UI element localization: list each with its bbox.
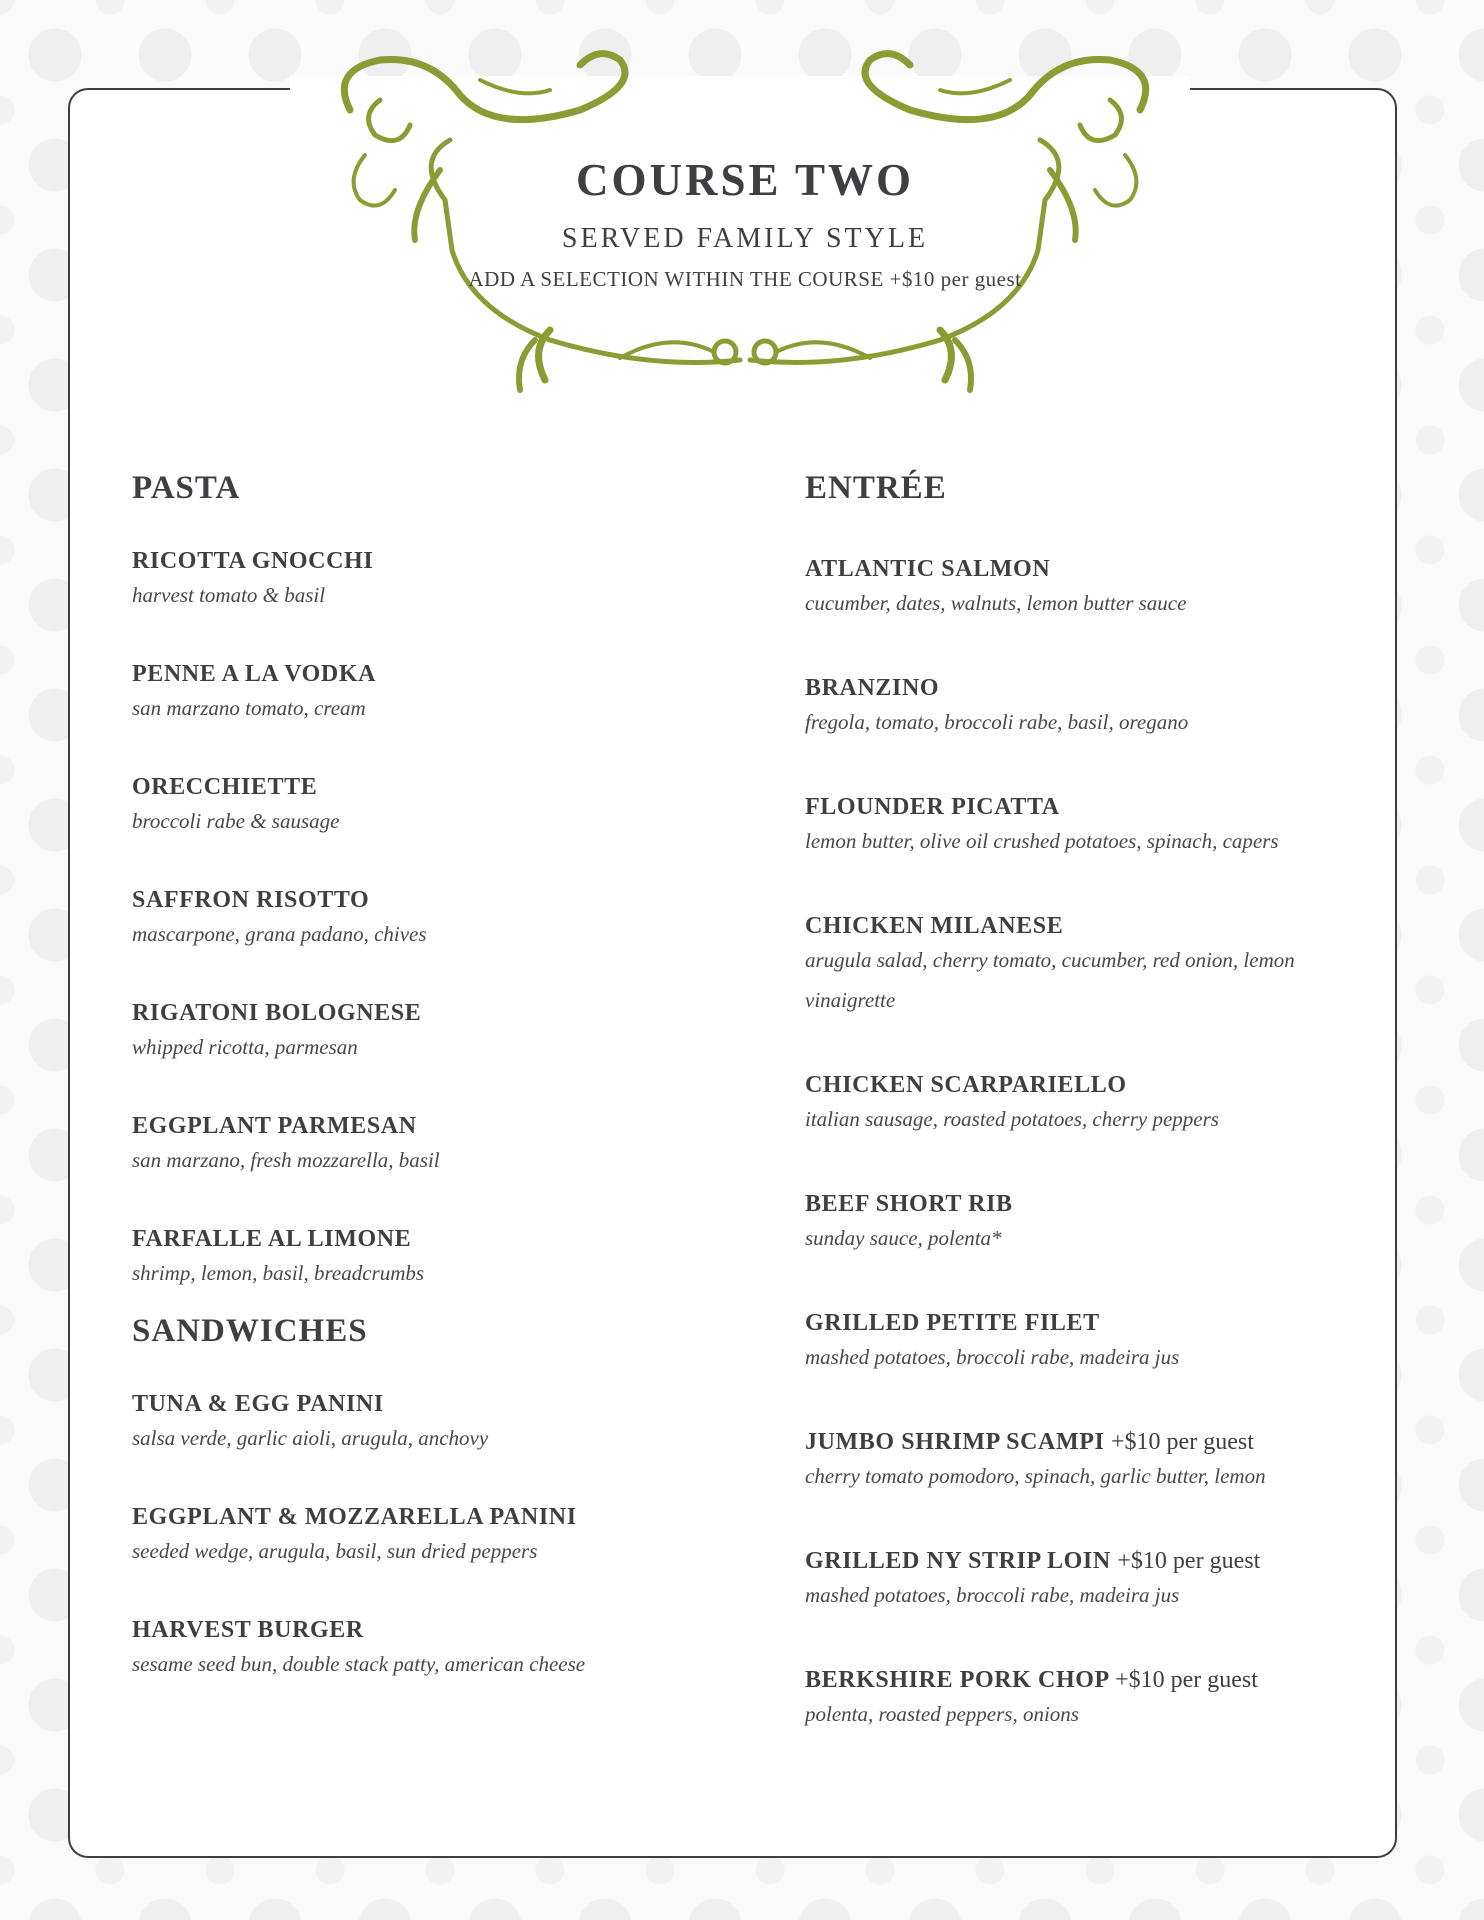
- item-description: cucumber, dates, walnuts, lemon butter sauce: [805, 591, 1187, 615]
- menu-item: [132, 1618, 752, 1684]
- upcharge-label: +$10 per guest: [1115, 1667, 1258, 1693]
- entree-list: [805, 557, 1365, 1734]
- sandwiches-list: [132, 1392, 752, 1684]
- item-description: harvest tomato & basil: [132, 583, 326, 607]
- item-description: polenta, roasted peppers, onions: [805, 1702, 1079, 1726]
- item-name-text: BERKSHIRE PORK CHOP: [805, 1667, 1109, 1693]
- section-title-sandwiches: SANDWICHES: [132, 1313, 368, 1349]
- section-title-entree: ENTRÉE: [805, 470, 947, 506]
- item-description: shrimp, lemon, basil, breadcrumbs: [132, 1261, 425, 1285]
- item-name: RIGATONI BOLOGNESE: [132, 1000, 422, 1026]
- item-name: TUNA & EGG PANINI: [132, 1391, 384, 1417]
- item-name: [805, 1430, 1365, 1454]
- item-name: FLOUNDER PICATTA: [805, 794, 1060, 820]
- item-description: broccoli rabe & sausage: [132, 809, 340, 833]
- course-subtitle: SERVED FAMILY STYLE: [561, 223, 929, 254]
- item-name: CHICKEN SCARPARIELLO: [805, 1072, 1127, 1098]
- menu-item: [132, 1227, 752, 1293]
- menu-item: [805, 1430, 1365, 1496]
- item-description: italian sausage, roasted potatoes, cherry peppers: [805, 1107, 1219, 1131]
- item-name: EGGPLANT & MOZZARELLA PANINI: [132, 1504, 577, 1530]
- item-description: arugula salad, cherry tomato, cucumber, red onion, lemon vinaigrette: [805, 948, 1295, 1012]
- menu-item: [805, 676, 1365, 742]
- right-column: [805, 472, 1365, 1787]
- item-name: FARFALLE AL LIMONE: [132, 1226, 412, 1252]
- course-note: ADD A SELECTION WITHIN THE COURSE +$10 per guest: [468, 267, 1022, 291]
- menu-item: [805, 1073, 1365, 1139]
- item-name-text: GRILLED NY STRIP LOIN: [805, 1548, 1111, 1574]
- item-description: mashed potatoes, broccoli rabe, madeira jus: [805, 1345, 1180, 1369]
- item-description: mascarpone, grana padano, chives: [132, 922, 427, 946]
- item-description: cherry tomato pomodoro, spinach, garlic butter, lemon: [805, 1464, 1266, 1488]
- item-description: lemon butter, olive oil crushed potatoes, spinach, capers: [805, 829, 1279, 853]
- item-description: fregola, tomato, broccoli rabe, basil, oregano: [805, 710, 1189, 734]
- item-name: RICOTTA GNOCCHI: [132, 548, 374, 574]
- menu-item: [132, 549, 752, 615]
- item-description: san marzano tomato, cream: [132, 696, 366, 720]
- item-description: salsa verde, garlic aioli, arugula, anchovy: [132, 1426, 489, 1450]
- section-title-pasta: PASTA: [132, 470, 241, 506]
- item-name: PENNE A LA VODKA: [132, 661, 377, 687]
- menu-item: [805, 1192, 1365, 1258]
- item-name: [805, 1549, 1365, 1573]
- item-name: BRANZINO: [805, 675, 940, 701]
- item-description: whipped ricotta, parmesan: [132, 1035, 358, 1059]
- left-column: [132, 472, 752, 1731]
- menu-item: [805, 1311, 1365, 1377]
- item-name: CHICKEN MILANESE: [805, 913, 1064, 939]
- menu-item: [132, 662, 752, 728]
- menu-item: [132, 888, 752, 954]
- item-name: SAFFRON RISOTTO: [132, 887, 370, 913]
- menu-item: [805, 1668, 1365, 1734]
- pasta-list: [132, 549, 752, 1293]
- menu-item: [132, 1392, 752, 1458]
- menu-item: [132, 1505, 752, 1571]
- upcharge-label: +$10 per guest: [1111, 1429, 1254, 1455]
- course-title: COURSE TWO: [576, 155, 914, 205]
- upcharge-label: +$10 per guest: [1117, 1548, 1261, 1574]
- item-name-text: JUMBO SHRIMP SCAMPI: [805, 1429, 1105, 1455]
- item-name: ORECCHIETTE: [132, 774, 318, 800]
- item-name: ATLANTIC SALMON: [805, 556, 1051, 582]
- item-name: GRILLED PETITE FILET: [805, 1310, 1100, 1336]
- course-header: [320, 150, 1170, 290]
- menu-item: [132, 1114, 752, 1180]
- menu-item: [805, 914, 1365, 1020]
- item-description: sesame seed bun, double stack patty, american cheese: [132, 1652, 586, 1676]
- item-name: EGGPLANT PARMESAN: [132, 1113, 417, 1139]
- item-description: sunday sauce, polenta*: [805, 1226, 1002, 1250]
- menu-item: [805, 1549, 1365, 1615]
- item-name: [805, 1668, 1365, 1692]
- menu-item: [132, 1001, 752, 1067]
- item-name: HARVEST BURGER: [132, 1617, 364, 1643]
- item-name: BEEF SHORT RIB: [805, 1191, 1013, 1217]
- item-description: mashed potatoes, broccoli rabe, madeira jus: [805, 1583, 1180, 1607]
- item-description: seeded wedge, arugula, basil, sun dried peppers: [132, 1539, 538, 1563]
- menu-item: [132, 775, 752, 841]
- menu-item: [805, 795, 1365, 861]
- menu-item: [805, 557, 1365, 623]
- item-description: san marzano, fresh mozzarella, basil: [132, 1148, 440, 1172]
